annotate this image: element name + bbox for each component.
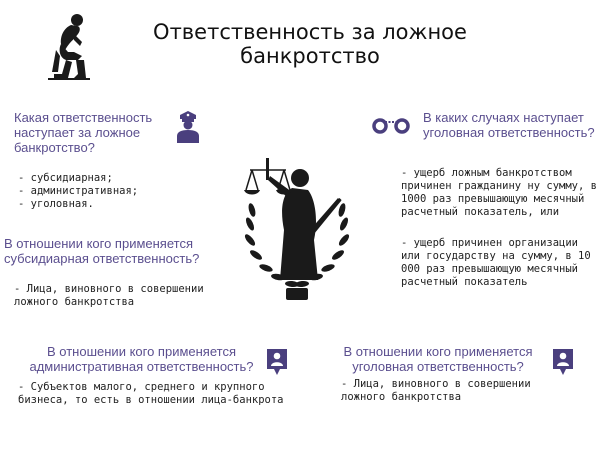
page-title — [120, 20, 500, 68]
location-person-icon — [551, 347, 575, 377]
question-kinds: Какая ответственность наступает за ложное банкротство? — [14, 110, 153, 155]
location-person-icon — [265, 347, 289, 377]
thinker-statue-icon — [44, 12, 94, 80]
question-criminal-cases: В каких случаях наступает уголовная ответственность? — [423, 110, 595, 140]
police-officer-icon — [175, 111, 201, 143]
answer-administrative: - Субъектов малого, среднего и крупного бизнеса, то есть в отношении лица-банкрота — [18, 381, 284, 406]
question-subsidiary: В отношении кого применяется субсидиарная ответственность? — [4, 236, 200, 266]
lady-justice-icon — [222, 150, 372, 308]
answer-criminal-cases-1: - ущерб ложным банкротством причинен гражданину ну сумму, в 1000 раз превышающую месячный расчетный показатель, или — [401, 167, 597, 218]
question-criminal-whom: В отношении кого применяется уголовная ответственность? — [343, 344, 533, 374]
answer-kinds-item: - субсидиарная; — [18, 172, 113, 184]
answer-kinds-item: - уголовная. — [18, 198, 94, 210]
answer-kinds-list — [18, 172, 188, 211]
handcuffs-icon — [371, 113, 411, 137]
answer-subsidiary: - Лица, виновного в совершении ложного банкротства — [14, 283, 204, 308]
question-administrative: В отношении кого применяется административная ответственность? — [29, 344, 254, 374]
answer-criminal-whom: - Лица, виновного в совершении ложного банкротства — [341, 378, 531, 403]
title-line-2: банкротство — [240, 44, 380, 68]
answer-criminal-cases-2: - ущерб причинен организации или государству на сумму, в 10 000 раз превышающую месячный расчетный показатель — [401, 237, 591, 288]
answer-kinds-item: - административная; — [18, 185, 139, 197]
title-line-1: Ответственность за ложное — [153, 20, 467, 44]
